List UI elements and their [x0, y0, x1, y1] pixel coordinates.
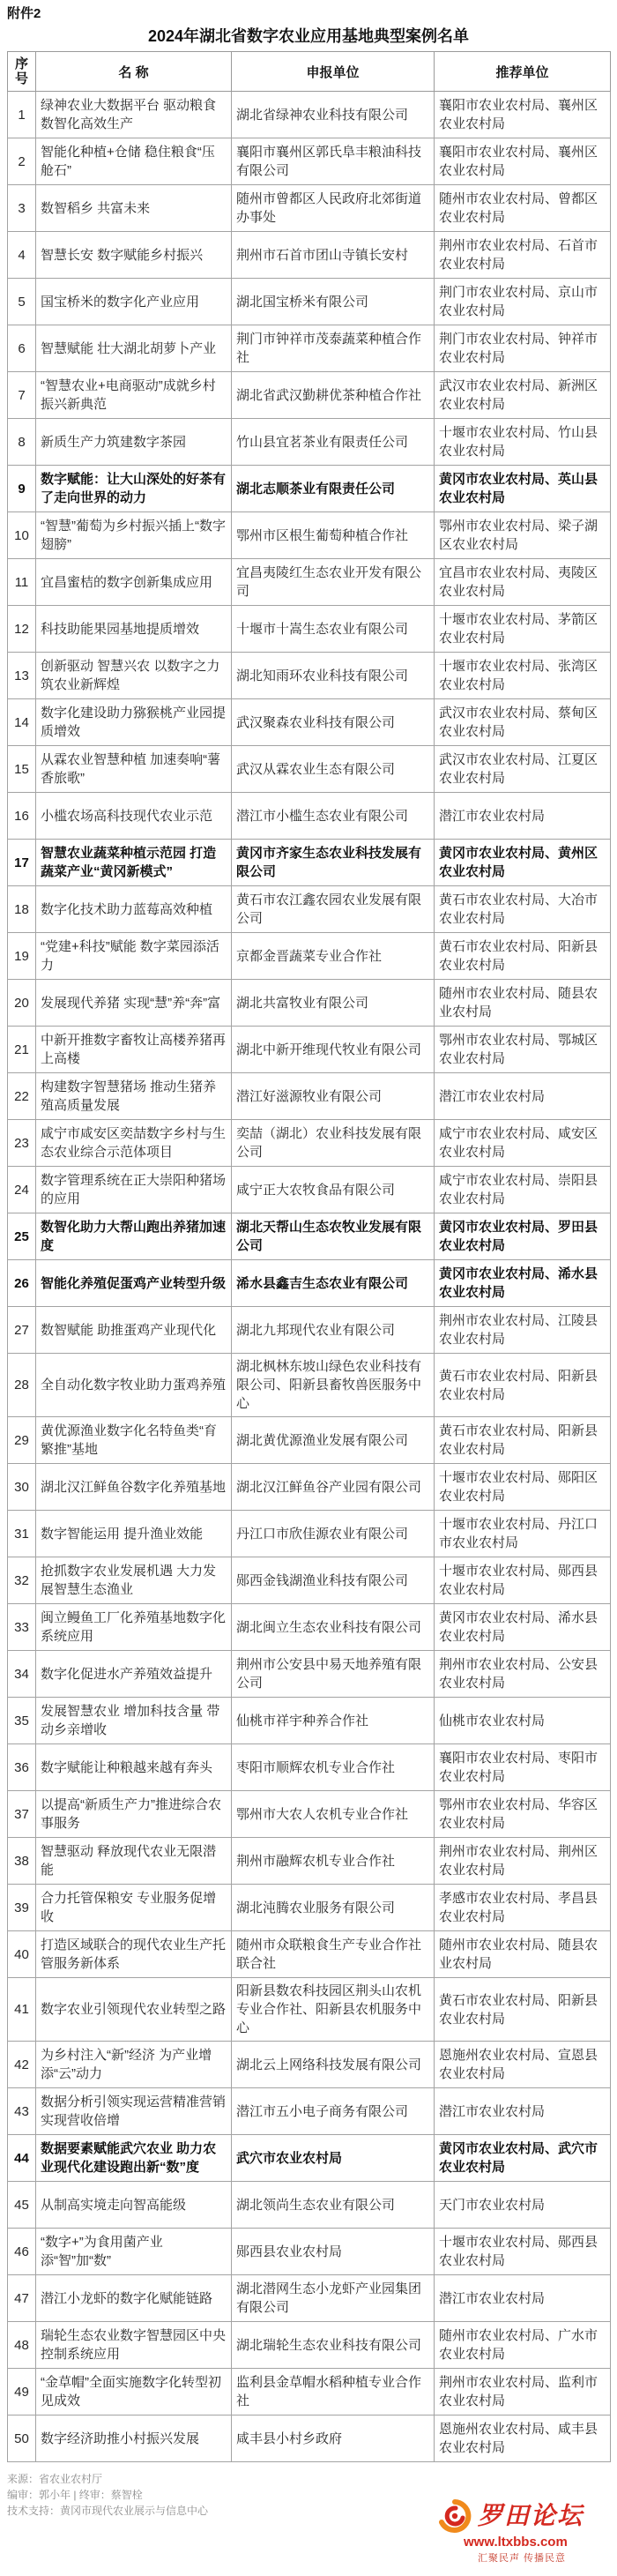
recommending-unit: 咸宁市农业农村局、崇阳县农业农村局	[435, 1167, 611, 1213]
row-number: 17	[8, 840, 36, 886]
table-row	[8, 1978, 611, 2042]
applicant-unit: 潜江好滋源牧业有限公司	[232, 1073, 435, 1120]
applicant-unit: 湖北省武汉勤耕优茶种植合作社	[232, 372, 435, 419]
row-number: 41	[8, 1978, 36, 2042]
applicant-unit: 阳新县数农科技园区荆头山农机专业合作社、阳新县农机服务中心	[232, 1978, 435, 2042]
recommending-unit: 恩施州农业农村局、宣恩县农业农村局	[435, 2042, 611, 2088]
table-row	[8, 2229, 611, 2275]
table-row	[8, 793, 611, 840]
applicant-unit: 咸丰县小村乡政府	[232, 2415, 435, 2462]
applicant-unit: 湖北共富牧业有限公司	[232, 980, 435, 1027]
table-row	[8, 2088, 611, 2135]
recommending-unit: 黄冈市农业农村局、浠水县农业农村局	[435, 1260, 611, 1307]
recommending-unit: 襄阳市农业农村局、枣阳市农业农村局	[435, 1744, 611, 1791]
applicant-unit: 荆州市公安县中易天地养殖有限公司	[232, 1651, 435, 1698]
recommending-unit: 鄂州市农业农村局、梁子湖区农业农村局	[435, 512, 611, 559]
row-number: 49	[8, 2369, 36, 2415]
table-row	[8, 1838, 611, 1885]
recommending-unit: 潜江市农业农村局	[435, 2088, 611, 2135]
table-row	[8, 2275, 611, 2322]
logo-url: www.ltxbbs.com	[464, 2535, 568, 2550]
applicant-unit: 十堰市十嵩生态农业有限公司	[232, 606, 435, 653]
recommending-unit: 随州市农业农村局、广水市农业农村局	[435, 2322, 611, 2369]
case-name: 智慧长安 数字赋能乡村振兴	[36, 232, 232, 279]
recommending-unit: 黄冈市农业农村局、黄州区农业农村局	[435, 840, 611, 886]
row-number: 5	[8, 279, 36, 325]
applicant-unit: 湖北天帮山生态农牧业发展有限公司	[232, 1213, 435, 1260]
row-number: 11	[8, 559, 36, 606]
table-row	[8, 1027, 611, 1073]
case-name: “数字+”为食用菌产业添“智”加“数”	[36, 2229, 232, 2275]
row-number: 38	[8, 1838, 36, 1885]
table-row	[8, 2182, 611, 2229]
case-name: 以提高“新质生产力”推进综合农事服务	[36, 1791, 232, 1838]
case-name: 为乡村注入“新”经济 为产业增添“云”动力	[36, 2042, 232, 2088]
row-number: 34	[8, 1651, 36, 1698]
recommending-unit: 恩施州农业农村局、咸丰县农业农村局	[435, 2415, 611, 2462]
recommending-unit: 荆州市农业农村局、荆州区农业农村局	[435, 1838, 611, 1885]
row-number: 16	[8, 793, 36, 840]
table-row	[8, 1354, 611, 1417]
table-row	[8, 1791, 611, 1838]
footer-tech-support: 技术支持：黄冈市现代农业展示与信息中心	[7, 2505, 209, 2517]
header-no	[8, 52, 36, 92]
table-row	[8, 325, 611, 372]
row-number: 46	[8, 2229, 36, 2275]
applicant-unit: 武穴市农业农村局	[232, 2135, 435, 2182]
case-name: 发展智慧农业 增加科技含量 带动乡亲增收	[36, 1698, 232, 1744]
case-name: 潜江小龙虾的数字化赋能链路	[36, 2275, 232, 2322]
applicant-unit: 武汉从霖农业生态有限公司	[232, 746, 435, 793]
recommending-unit: 襄阳市农业农村局、襄州区农业农村局	[435, 92, 611, 138]
applicant-unit: 鄂州市区根生葡萄种植合作社	[232, 512, 435, 559]
table-row	[8, 1464, 611, 1511]
applicant-unit: 郧西金钱湖渔业科技有限公司	[232, 1557, 435, 1604]
row-number: 25	[8, 1213, 36, 1260]
recommending-unit: 襄阳市农业农村局、襄州区农业农村局	[435, 138, 611, 185]
case-name: 数智化助力大帮山跑出养猪加速度	[36, 1213, 232, 1260]
applicant-unit: 奕喆（湖北）农业科技发展有限公司	[232, 1120, 435, 1167]
applicant-unit: 湖北瑞轮生态农业科技有限公司	[232, 2322, 435, 2369]
table-row	[8, 559, 611, 606]
table-row	[8, 2042, 611, 2088]
table-row	[8, 1511, 611, 1557]
recommending-unit: 随州市农业农村局、随县农业农村局	[435, 1931, 611, 1978]
row-number: 12	[8, 606, 36, 653]
recommending-unit: 鄂州市农业农村局、鄂城区农业农村局	[435, 1027, 611, 1073]
table-header-row	[8, 52, 611, 92]
case-name: 绿神农业大数据平台 驱动粮食数智化高效生产	[36, 92, 232, 138]
case-name: 全自动化数字牧业助力蛋鸡养殖	[36, 1354, 232, 1417]
row-number: 33	[8, 1604, 36, 1651]
case-name: “金草帽”全面实施数字化转型初见成效	[36, 2369, 232, 2415]
applicant-unit: 咸宁正大农牧食品有限公司	[232, 1167, 435, 1213]
case-name: 科技助能果园基地提质增效	[36, 606, 232, 653]
row-number: 4	[8, 232, 36, 279]
applicant-unit: 丹江口市欣佳源农业有限公司	[232, 1511, 435, 1557]
applicant-unit: 湖北九邦现代农业有限公司	[232, 1307, 435, 1354]
recommending-unit: 荆门市农业农村局、京山市农业农村局	[435, 279, 611, 325]
swirl-icon	[437, 2498, 472, 2534]
recommending-unit: 鄂州市农业农村局、华容区农业农村局	[435, 1791, 611, 1838]
footer-source: 来源：省农业农村厅	[7, 2473, 103, 2485]
row-number: 32	[8, 1557, 36, 1604]
row-number: 24	[8, 1167, 36, 1213]
case-name: 构建数字智慧猪场 推动生猪养殖高质量发展	[36, 1073, 232, 1120]
case-name: 智慧农业蔬菜种植示范园 打造蔬菜产业“黄冈新模式”	[36, 840, 232, 886]
case-name: 小槛农场高科技现代农业示范	[36, 793, 232, 840]
case-table	[7, 51, 611, 2462]
case-name: 黄优源渔业数字化名特鱼类“育繁推”基地	[36, 1417, 232, 1464]
applicant-unit: 湖北枫林东坡山绿色农业科技有限公司、阳新县畜牧兽医服务中心	[232, 1354, 435, 1417]
case-name: 数据要素赋能武穴农业 助力农业现代化建设跑出新“数”度	[36, 2135, 232, 2182]
case-name: 数字管理系统在正大崇阳种猪场的应用	[36, 1167, 232, 1213]
applicant-unit: 荆门市钟祥市茂泰蔬菜种植合作社	[232, 325, 435, 372]
recommending-unit: 黄冈市农业农村局、浠水县农业农村局	[435, 1604, 611, 1651]
case-name: “智慧农业+电商驱动”成就乡村振兴新典范	[36, 372, 232, 419]
recommending-unit: 十堰市农业农村局、张湾区农业农村局	[435, 653, 611, 699]
case-name: “党建+科技”赋能 数字菜园添活力	[36, 933, 232, 980]
row-number: 50	[8, 2415, 36, 2462]
table-row	[8, 1885, 611, 1931]
applicant-unit: 鄂州市大农人农机专业合作社	[232, 1791, 435, 1838]
case-name: “智慧”葡萄为乡村振兴插上“数字翅膀”	[36, 512, 232, 559]
table-row	[8, 1651, 611, 1698]
table-row	[8, 2415, 611, 2462]
recommending-unit: 武汉市农业农村局、新洲区农业农村局	[435, 372, 611, 419]
table-row	[8, 746, 611, 793]
row-number: 42	[8, 2042, 36, 2088]
table-row	[8, 466, 611, 512]
recommending-unit: 孝感市农业农村局、孝昌县农业农村局	[435, 1885, 611, 1931]
case-name: 从霖农业智慧种植 加速奏响“薯香旅歌”	[36, 746, 232, 793]
row-number: 23	[8, 1120, 36, 1167]
case-name: 数智稻乡 共富未来	[36, 185, 232, 232]
applicant-unit: 湖北领尚生态农业有限公司	[232, 2182, 435, 2229]
footer-editors: 编审：郭小年 | 终审：蔡智栓	[7, 2489, 143, 2501]
table-row	[8, 1167, 611, 1213]
recommending-unit: 天门市农业农村局	[435, 2182, 611, 2229]
recommending-unit: 荆州市农业农村局、公安县农业农村局	[435, 1651, 611, 1698]
applicant-unit: 黄石市农江鑫农园农业发展有限公司	[232, 886, 435, 933]
applicant-unit: 湖北省绿神农业科技有限公司	[232, 92, 435, 138]
recommending-unit: 黄冈市农业农村局、英山县农业农村局	[435, 466, 611, 512]
case-name: 瑞轮生态农业数字智慧园区中央控制系统应用	[36, 2322, 232, 2369]
recommending-unit: 十堰市农业农村局、郧阳区农业农村局	[435, 1464, 611, 1511]
row-number: 28	[8, 1354, 36, 1417]
table-row	[8, 840, 611, 886]
table-row	[8, 2369, 611, 2415]
case-table-body	[8, 92, 611, 2462]
recommending-unit: 荆门市农业农村局、钟祥市农业农村局	[435, 325, 611, 372]
table-row	[8, 372, 611, 419]
table-row	[8, 1604, 611, 1651]
table-row	[8, 92, 611, 138]
case-name: 创新驱动 智慧兴农 以数字之力筑农业新辉煌	[36, 653, 232, 699]
case-name: 从制高实境走向智高能级	[36, 2182, 232, 2229]
row-number: 15	[8, 746, 36, 793]
watermark-logo	[437, 2498, 610, 2569]
applicant-unit: 湖北中新开维现代牧业有限公司	[232, 1027, 435, 1073]
logo-name: 罗田论坛	[478, 2502, 584, 2529]
table-row	[8, 980, 611, 1027]
case-name: 数智赋能 助推蛋鸡产业现代化	[36, 1307, 232, 1354]
table-row	[8, 1260, 611, 1307]
case-name: 数字农业引领现代农业转型之路	[36, 1978, 232, 2042]
applicant-unit: 随州市曾都区人民政府北郊街道办事处	[232, 185, 435, 232]
row-number: 39	[8, 1885, 36, 1931]
row-number: 3	[8, 185, 36, 232]
applicant-unit: 湖北黄优源渔业发展有限公司	[232, 1417, 435, 1464]
recommending-unit: 随州市农业农村局、曾都区农业农村局	[435, 185, 611, 232]
table-row	[8, 1213, 611, 1260]
row-number: 21	[8, 1027, 36, 1073]
row-number: 22	[8, 1073, 36, 1120]
table-row	[8, 1417, 611, 1464]
row-number: 20	[8, 980, 36, 1027]
row-number: 45	[8, 2182, 36, 2229]
table-row	[8, 1307, 611, 1354]
table-row	[8, 419, 611, 466]
applicant-unit: 湖北闽立生态农业科技有限公司	[232, 1604, 435, 1651]
table-row	[8, 138, 611, 185]
recommending-unit: 荆州市农业农村局、监利市农业农村局	[435, 2369, 611, 2415]
recommending-unit: 荆州市农业农村局、江陵县农业农村局	[435, 1307, 611, 1354]
recommending-unit: 黄石市农业农村局、阳新县农业农村局	[435, 933, 611, 980]
case-name: 中新开推数字畜牧让高楼养猪再上高楼	[36, 1027, 232, 1073]
applicant-unit: 潜江市五小电子商务有限公司	[232, 2088, 435, 2135]
applicant-unit: 京都金晋蔬菜专业合作社	[232, 933, 435, 980]
case-name: 湖北汉江鲜鱼谷数字化养殖基地	[36, 1464, 232, 1511]
recommending-unit: 十堰市农业农村局、郧西县农业农村局	[435, 1557, 611, 1604]
case-name: 智能化养殖促蛋鸡产业转型升级	[36, 1260, 232, 1307]
logo-slogan: 汇聚民声 传播民意	[478, 2553, 567, 2564]
table-row	[8, 1557, 611, 1604]
table-row	[8, 1698, 611, 1744]
case-name: 数据分析引领实现运营精准营销实现营收倍增	[36, 2088, 232, 2135]
applicant-unit: 武汉聚森农业科技有限公司	[232, 699, 435, 746]
applicant-unit: 宜昌夷陵红生态农业开发有限公司	[232, 559, 435, 606]
table-row	[8, 699, 611, 746]
recommending-unit: 十堰市农业农村局、丹江口市农业农村局	[435, 1511, 611, 1557]
row-number: 30	[8, 1464, 36, 1511]
row-number: 35	[8, 1698, 36, 1744]
recommending-unit: 随州市农业农村局、随县农业农村局	[435, 980, 611, 1027]
applicant-unit: 湖北沌腾农业服务有限公司	[232, 1885, 435, 1931]
case-name: 数字化促进水产养殖效益提升	[36, 1651, 232, 1698]
recommending-unit: 仙桃市农业农村局	[435, 1698, 611, 1744]
applicant-unit: 荆州市融辉农机专业合作社	[232, 1838, 435, 1885]
case-name: 闽立鳗鱼工厂化养殖基地数字化系统应用	[36, 1604, 232, 1651]
header-no-label: 序号	[15, 56, 29, 86]
table-row	[8, 1073, 611, 1120]
attachment-label: 附件2	[7, 6, 41, 21]
case-name: 国宝桥米的数字化产业应用	[36, 279, 232, 325]
case-name: 打造区域联合的现代农业生产托管服务新体系	[36, 1931, 232, 1978]
recommending-unit: 十堰市农业农村局、郧西县农业农村局	[435, 2229, 611, 2275]
applicant-unit: 襄阳市襄州区郭氏阜丰粮油科技有限公司	[232, 138, 435, 185]
case-name: 宜昌蜜桔的数字创新集成应用	[36, 559, 232, 606]
recommending-unit: 潜江市农业农村局	[435, 1073, 611, 1120]
row-number: 43	[8, 2088, 36, 2135]
row-number: 26	[8, 1260, 36, 1307]
row-number: 13	[8, 653, 36, 699]
recommending-unit: 荆州市农业农村局、石首市农业农村局	[435, 232, 611, 279]
row-number: 44	[8, 2135, 36, 2182]
table-row	[8, 653, 611, 699]
case-name: 发展现代养猪 实现“慧”养“奔”富	[36, 980, 232, 1027]
applicant-unit: 仙桃市祥宇种养合作社	[232, 1698, 435, 1744]
applicant-unit: 湖北国宝桥米有限公司	[232, 279, 435, 325]
recommending-unit: 黄冈市农业农村局、武穴市农业农村局	[435, 2135, 611, 2182]
case-name: 数字经济助推小村振兴发展	[36, 2415, 232, 2462]
applicant-unit: 竹山县宜茗茶业有限责任公司	[232, 419, 435, 466]
case-name: 合力托管保粮安 专业服务促增收	[36, 1885, 232, 1931]
recommending-unit: 黄冈市农业农村局、罗田县农业农村局	[435, 1213, 611, 1260]
header-name: 名 称	[36, 52, 232, 92]
table-row	[8, 606, 611, 653]
table-row	[8, 933, 611, 980]
applicant-unit: 黄冈市齐家生态农业科技发展有限公司	[232, 840, 435, 886]
applicant-unit: 湖北云上网络科技发展有限公司	[232, 2042, 435, 2088]
applicant-unit: 监利县金草帽水稻种植专业合作社	[232, 2369, 435, 2415]
case-name: 数字赋能：让大山深处的好茶有了走向世界的动力	[36, 466, 232, 512]
case-name: 新质生产力筑建数字茶园	[36, 419, 232, 466]
table-row	[8, 279, 611, 325]
row-number: 2	[8, 138, 36, 185]
applicant-unit: 潜江市小槛生态农业有限公司	[232, 793, 435, 840]
applicant-unit: 郧西县农业农村局	[232, 2229, 435, 2275]
case-name: 数字赋能让种粮越来越有奔头	[36, 1744, 232, 1791]
table-row	[8, 232, 611, 279]
row-number: 47	[8, 2275, 36, 2322]
recommending-unit: 十堰市农业农村局、竹山县农业农村局	[435, 419, 611, 466]
table-row	[8, 1120, 611, 1167]
row-number: 9	[8, 466, 36, 512]
row-number: 27	[8, 1307, 36, 1354]
row-number: 18	[8, 886, 36, 933]
applicant-unit: 荆州市石首市团山寺镇长安村	[232, 232, 435, 279]
header-applicant: 申报单位	[232, 52, 435, 92]
recommending-unit: 潜江市农业农村局	[435, 793, 611, 840]
row-number: 31	[8, 1511, 36, 1557]
table-row	[8, 512, 611, 559]
table-row	[8, 185, 611, 232]
row-number: 14	[8, 699, 36, 746]
applicant-unit: 枣阳市顺辉农机专业合作社	[232, 1744, 435, 1791]
applicant-unit: 随州市众联粮食生产专业合作社联合社	[232, 1931, 435, 1978]
applicant-unit: 湖北汉江鲜鱼谷产业园有限公司	[232, 1464, 435, 1511]
table-row	[8, 1931, 611, 1978]
recommending-unit: 黄石市农业农村局、阳新县农业农村局	[435, 1354, 611, 1417]
case-name: 智慧驱动 释放现代农业无限潜能	[36, 1838, 232, 1885]
row-number: 8	[8, 419, 36, 466]
table-row	[8, 2322, 611, 2369]
row-number: 7	[8, 372, 36, 419]
case-name: 数字化技术助力蓝莓高效种植	[36, 886, 232, 933]
recommending-unit: 潜江市农业农村局	[435, 2275, 611, 2322]
applicant-unit: 湖北知雨环农业科技有限公司	[232, 653, 435, 699]
recommending-unit: 武汉市农业农村局、蔡甸区农业农村局	[435, 699, 611, 746]
row-number: 48	[8, 2322, 36, 2369]
case-name: 数字智能运用 提升渔业效能	[36, 1511, 232, 1557]
case-name: 智慧赋能 壮大湖北胡萝卜产业	[36, 325, 232, 372]
row-number: 19	[8, 933, 36, 980]
recommending-unit: 十堰市农业农村局、茅箭区农业农村局	[435, 606, 611, 653]
table-row	[8, 2135, 611, 2182]
row-number: 1	[8, 92, 36, 138]
logo-header	[437, 2498, 610, 2534]
row-number: 40	[8, 1931, 36, 1978]
recommending-unit: 武汉市农业农村局、江夏区农业农村局	[435, 746, 611, 793]
applicant-unit: 浠水县鑫吉生态农业有限公司	[232, 1260, 435, 1307]
recommending-unit: 宜昌市农业农村局、夷陵区农业农村局	[435, 559, 611, 606]
table-row	[8, 886, 611, 933]
row-number: 36	[8, 1744, 36, 1791]
recommending-unit: 黄石市农业农村局、阳新县农业农村局	[435, 1978, 611, 2042]
applicant-unit: 湖北潜网生态小龙虾产业园集团有限公司	[232, 2275, 435, 2322]
recommending-unit: 黄石市农业农村局、大冶市农业农村局	[435, 886, 611, 933]
case-name: 数字化建设助力猕猴桃产业园提质增效	[36, 699, 232, 746]
row-number: 6	[8, 325, 36, 372]
case-name: 智能化种植+仓储 稳住粮食“压舱石”	[36, 138, 232, 185]
case-name: 抢抓数字农业发展机遇 大力发展智慧生态渔业	[36, 1557, 232, 1604]
header-recommender: 推荐单位	[435, 52, 611, 92]
row-number: 29	[8, 1417, 36, 1464]
case-name: 咸宁市咸安区奕喆数字乡村与生态农业综合示范体项目	[36, 1120, 232, 1167]
page-title: 2024年湖北省数字农业应用基地典型案例名单	[147, 27, 470, 45]
recommending-unit: 咸宁市农业农村局、咸安区农业农村局	[435, 1120, 611, 1167]
row-number: 37	[8, 1791, 36, 1838]
applicant-unit: 湖北志顺茶业有限责任公司	[232, 466, 435, 512]
row-number: 10	[8, 512, 36, 559]
recommending-unit: 黄石市农业农村局、阳新县农业农村局	[435, 1417, 611, 1464]
table-row	[8, 1744, 611, 1791]
